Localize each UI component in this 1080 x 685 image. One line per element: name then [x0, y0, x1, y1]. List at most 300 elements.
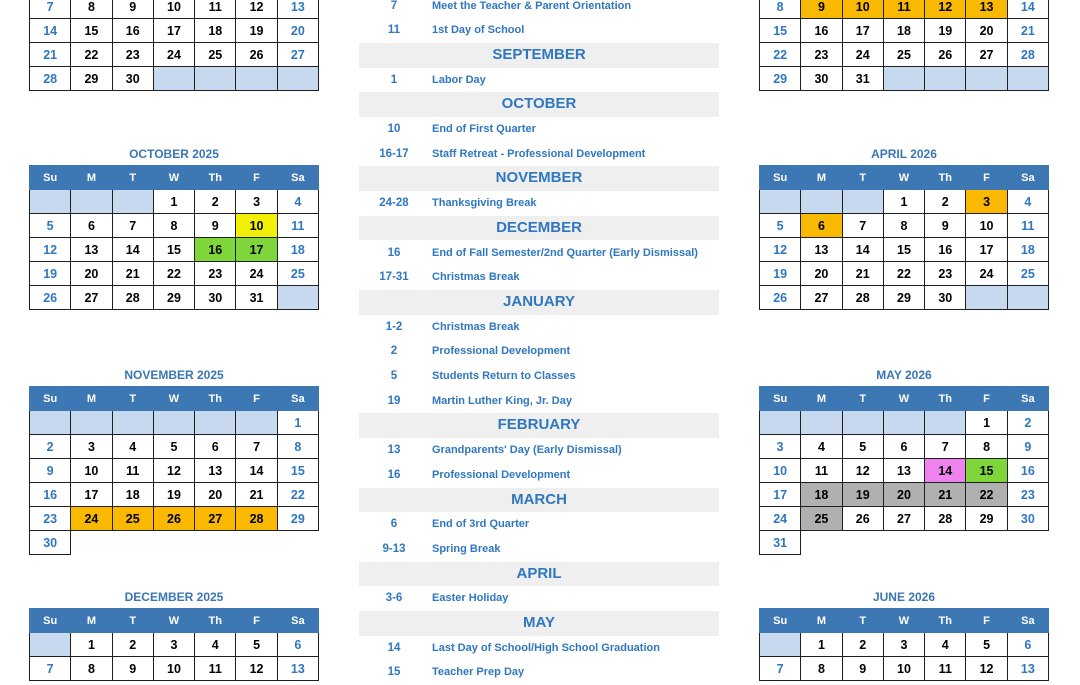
calendar-week-row: [30, 435, 319, 459]
empty-space: [195, 531, 236, 555]
weekday-header: F: [966, 387, 1007, 411]
weekday-header: Th: [195, 609, 236, 633]
calendar-day-cell: 17: [236, 238, 277, 262]
weekday-header: W: [883, 387, 924, 411]
calendar-day-cell: 8: [760, 0, 801, 19]
calendar-blank-cell: [842, 190, 883, 214]
calendar-day-cell: 28: [1007, 43, 1048, 67]
calendar-day-cell: 17: [71, 483, 112, 507]
event-date: 24-28: [379, 197, 409, 210]
calendar-day-cell: 15: [966, 459, 1007, 483]
calendar-month-title: MAY 2026: [876, 368, 932, 382]
calendar-day-cell: 11: [883, 0, 924, 19]
calendar-week-row: [760, 507, 1049, 531]
calendar-day-cell: 10: [153, 657, 194, 681]
calendar-week-row: [760, 43, 1049, 67]
calendar-day-cell: 9: [112, 657, 153, 681]
calendar-day-cell: 22: [883, 262, 924, 286]
calendar-day-cell: 23: [30, 507, 71, 531]
calendar-blank-cell: [71, 190, 112, 214]
weekday-header: T: [112, 609, 153, 633]
calendar-blank-cell: [30, 411, 71, 435]
calendar-blank-cell: [112, 190, 153, 214]
calendar-blank-cell: [195, 67, 236, 91]
calendar-day-cell: 15: [153, 238, 194, 262]
calendar-day-cell: 16: [195, 238, 236, 262]
calendar-day-cell: 30: [1007, 507, 1048, 531]
weekday-header: T: [842, 387, 883, 411]
calendar-day-cell: 2: [195, 190, 236, 214]
calendar-day-cell: 17: [966, 238, 1007, 262]
event-row: [359, 241, 719, 266]
calendar-day-cell: 31: [236, 286, 277, 310]
empty-space: [883, 531, 924, 555]
calendar-day-cell: 6: [277, 633, 318, 657]
event-row: [359, 586, 719, 611]
event-row: [359, 660, 719, 685]
weekday-header: Su: [760, 387, 801, 411]
calendar-day-cell: 5: [236, 633, 277, 657]
calendar-day-cell: 7: [236, 435, 277, 459]
calendar-day-cell: 2: [30, 435, 71, 459]
calendar-blank-cell: [966, 286, 1007, 310]
calendar-grid: [759, 608, 1049, 681]
weekday-header: M: [801, 166, 842, 190]
calendar-day-cell: 4: [112, 435, 153, 459]
calendar-blank-cell: [277, 286, 318, 310]
empty-space: [1007, 531, 1048, 555]
event-date: 16: [387, 468, 401, 481]
calendar-day-cell: 28: [236, 507, 277, 531]
calendar-day-cell: 10: [883, 657, 924, 681]
calendar-day-cell: 31: [760, 531, 801, 555]
event-description: Christmas Break: [432, 320, 520, 333]
event-row: [359, 117, 719, 142]
calendar-blank-cell: [236, 67, 277, 91]
weekday-header-row: [760, 609, 1049, 633]
calendar-day-cell: 17: [760, 483, 801, 507]
calendar-day-cell: 6: [883, 435, 924, 459]
event-row: [359, 636, 719, 661]
event-date: 1-2: [385, 320, 403, 333]
event-row: [359, 142, 719, 167]
event-description: Christmas Break: [432, 271, 520, 284]
calendar-day-cell: 9: [801, 0, 842, 19]
calendar-grid: [759, 0, 1049, 91]
calendar-day-cell: 27: [966, 43, 1007, 67]
event-date: 1: [390, 73, 398, 86]
event-date: 19: [387, 394, 401, 407]
calendar-day-cell: 13: [195, 459, 236, 483]
event-description: End of 3rd Quarter: [432, 518, 530, 531]
calendar-day-cell: 29: [71, 67, 112, 91]
calendar-day-cell: 16: [112, 19, 153, 43]
event-description: Spring Break: [432, 542, 501, 555]
empty-space: [925, 531, 966, 555]
calendar-day-cell: 6: [801, 214, 842, 238]
calendar-day-cell: 10: [760, 459, 801, 483]
calendar-day-cell: 8: [153, 214, 194, 238]
calendar-day-cell: 30: [30, 531, 71, 555]
calendar-day-cell: 8: [71, 657, 112, 681]
calendar-day-cell: 1: [153, 190, 194, 214]
calendar-day-cell: 18: [801, 483, 842, 507]
calendar-week-row: [30, 531, 319, 555]
calendar-blank-cell: [195, 411, 236, 435]
calendar-day-cell: 17: [153, 19, 194, 43]
calendar-day-cell: 12: [760, 238, 801, 262]
calendar-day-cell: 26: [30, 286, 71, 310]
calendar-week-row: [760, 483, 1049, 507]
calendar-blank-cell: [236, 411, 277, 435]
calendar-day-cell: 9: [112, 0, 153, 19]
calendar-day-cell: 21: [925, 483, 966, 507]
calendar-day-cell: 19: [236, 19, 277, 43]
event-row: [359, 18, 719, 43]
calendar-day-cell: 7: [842, 214, 883, 238]
calendar-day-cell: 12: [236, 657, 277, 681]
calendar-day-cell: 14: [236, 459, 277, 483]
weekday-header: Sa: [1007, 609, 1048, 633]
calendar-day-cell: 18: [195, 19, 236, 43]
calendar-week-row: [760, 19, 1049, 43]
calendar-day-cell: 11: [925, 657, 966, 681]
weekday-header: T: [112, 166, 153, 190]
calendar-day-cell: 10: [842, 0, 883, 19]
empty-space: [842, 531, 883, 555]
calendar-blank-cell: [30, 633, 71, 657]
event-date: 7: [390, 0, 398, 12]
calendar-day-cell: 9: [30, 459, 71, 483]
calendar-week-row: [30, 411, 319, 435]
weekday-header-row: [30, 387, 319, 411]
calendar-week-row: [30, 19, 319, 43]
calendar-day-cell: 19: [760, 262, 801, 286]
calendar-week-row: [760, 262, 1049, 286]
calendar-day-cell: 19: [925, 19, 966, 43]
calendar-day-cell: 26: [760, 286, 801, 310]
calendar-blank-cell: [883, 411, 924, 435]
event-date: 11: [387, 24, 401, 37]
calendar-day-cell: 27: [277, 43, 318, 67]
calendar-day-cell: 31: [842, 67, 883, 91]
weekday-header: Su: [30, 166, 71, 190]
calendar-week-row: [30, 633, 319, 657]
weekday-header: T: [112, 387, 153, 411]
weekday-header: Th: [195, 387, 236, 411]
calendar-day-cell: 29: [966, 507, 1007, 531]
calendar-day-cell: 23: [801, 43, 842, 67]
calendar-week-row: [30, 0, 319, 19]
calendar-month-title: NOVEMBER 2025: [124, 368, 224, 382]
calendar-day-cell: 26: [925, 43, 966, 67]
calendar-day-cell: 14: [925, 459, 966, 483]
calendar-blank-cell: [966, 67, 1007, 91]
weekday-header: Th: [195, 166, 236, 190]
event-month-heading: MAY: [359, 611, 719, 636]
calendar-day-cell: 26: [842, 507, 883, 531]
calendar-day-cell: 8: [277, 435, 318, 459]
event-description: Students Return to Classes: [432, 370, 576, 382]
event-description: Professional Development: [432, 345, 571, 358]
calendar-day-cell: 18: [883, 19, 924, 43]
calendar-blank-cell: [883, 67, 924, 91]
calendar-day-cell: 1: [966, 411, 1007, 435]
calendar-day-cell: 6: [195, 435, 236, 459]
calendar-day-cell: 25: [883, 43, 924, 67]
event-row: [359, 463, 719, 488]
calendar-day-cell: 19: [30, 262, 71, 286]
calendar-day-cell: 25: [112, 507, 153, 531]
calendar-day-cell: 3: [71, 435, 112, 459]
calendar-blank-cell: [760, 190, 801, 214]
weekday-header: Th: [925, 387, 966, 411]
calendar-day-cell: 8: [71, 0, 112, 19]
calendar-day-cell: 7: [30, 0, 71, 19]
calendar-day-cell: 28: [30, 67, 71, 91]
calendar-day-cell: 10: [966, 214, 1007, 238]
calendar-grid: [759, 386, 1049, 555]
calendar-day-cell: 5: [966, 633, 1007, 657]
calendar-day-cell: 21: [112, 262, 153, 286]
calendar-day-cell: 4: [1007, 190, 1048, 214]
weekday-header-row: [30, 609, 319, 633]
empty-space: [801, 531, 842, 555]
calendar-day-cell: 7: [30, 657, 71, 681]
calendar-day-cell: 12: [236, 0, 277, 19]
empty-space: [112, 531, 153, 555]
event-date: 10: [387, 123, 401, 135]
event-month-heading: FEBRUARY: [359, 413, 719, 438]
calendar-day-cell: 11: [277, 214, 318, 238]
weekday-header: Su: [760, 166, 801, 190]
calendar-day-cell: 8: [966, 435, 1007, 459]
event-month-heading: NOVEMBER: [359, 166, 719, 191]
calendar-day-cell: 16: [30, 483, 71, 507]
event-row: [359, 0, 719, 18]
calendar-week-row: [760, 190, 1049, 214]
weekday-header: Th: [925, 166, 966, 190]
weekday-header: F: [236, 609, 277, 633]
calendar-day-cell: 15: [760, 19, 801, 43]
calendar-day-cell: 20: [801, 262, 842, 286]
weekday-header: Su: [30, 609, 71, 633]
event-description: Thanksgiving Break: [432, 197, 537, 210]
calendar-day-cell: 12: [30, 238, 71, 262]
event-description: End of Fall Semester/2nd Quarter (Early Dismissal): [432, 246, 698, 259]
event-description: Staff Retreat - Professional Development: [432, 147, 646, 160]
calendar-grid: [29, 608, 319, 681]
calendar-day-cell: 5: [760, 214, 801, 238]
calendar-day-cell: 15: [883, 238, 924, 262]
calendar-week-row: [30, 286, 319, 310]
event-month-heading: OCTOBER: [359, 92, 719, 117]
calendar-day-cell: 5: [30, 214, 71, 238]
calendar-day-cell: 27: [801, 286, 842, 310]
weekday-header: Th: [925, 609, 966, 633]
calendar-day-cell: 14: [30, 19, 71, 43]
calendar-day-cell: 23: [1007, 483, 1048, 507]
event-description: Grandparents' Day (Early Dismissal): [432, 444, 622, 457]
calendar-day-cell: 10: [153, 0, 194, 19]
event-month-heading: JANUARY: [359, 290, 719, 315]
calendar-day-cell: 18: [112, 483, 153, 507]
calendar-day-cell: 9: [842, 657, 883, 681]
event-row: [359, 537, 719, 562]
calendar-day-cell: 20: [883, 483, 924, 507]
calendar-week-row: [760, 238, 1049, 262]
calendar-blank-cell: [30, 190, 71, 214]
calendar-day-cell: 22: [277, 483, 318, 507]
calendar-day-cell: 25: [277, 262, 318, 286]
calendar-blank-cell: [71, 411, 112, 435]
event-description: Teacher Prep Day: [432, 666, 525, 679]
weekday-header: W: [153, 609, 194, 633]
calendar-day-cell: 23: [195, 262, 236, 286]
weekday-header-row: [760, 387, 1049, 411]
calendar-day-cell: 7: [925, 435, 966, 459]
calendar-day-cell: 20: [966, 19, 1007, 43]
event-description: Martin Luther King, Jr. Day: [432, 394, 572, 407]
weekday-header: Sa: [277, 387, 318, 411]
calendar-day-cell: 18: [277, 238, 318, 262]
event-date: 13: [387, 444, 401, 457]
calendar-day-cell: 13: [277, 0, 318, 19]
calendar-day-cell: 16: [801, 19, 842, 43]
calendar-blank-cell: [801, 411, 842, 435]
calendar-day-cell: 22: [760, 43, 801, 67]
calendar-day-cell: 19: [842, 483, 883, 507]
calendar-day-cell: 9: [1007, 435, 1048, 459]
weekday-header-row: [760, 166, 1049, 190]
calendar-day-cell: 30: [195, 286, 236, 310]
calendar-day-cell: 5: [842, 435, 883, 459]
calendar-day-cell: 3: [236, 190, 277, 214]
weekday-header: W: [883, 609, 924, 633]
empty-space: [236, 531, 277, 555]
calendar-week-row: [30, 507, 319, 531]
event-row: [359, 68, 719, 93]
calendar-blank-cell: [112, 411, 153, 435]
calendar-day-cell: 27: [195, 507, 236, 531]
calendar-day-cell: 3: [153, 633, 194, 657]
calendar-day-cell: 29: [153, 286, 194, 310]
calendar-grid: [759, 165, 1049, 310]
calendar-week-row: [30, 214, 319, 238]
calendar-day-cell: 24: [153, 43, 194, 67]
calendar-day-cell: 6: [1007, 633, 1048, 657]
calendar-day-cell: 4: [195, 633, 236, 657]
calendar-blank-cell: [801, 190, 842, 214]
empty-space: [966, 531, 1007, 555]
event-description: Last Day of School/High School Graduation: [432, 641, 660, 654]
calendar-day-cell: 21: [842, 262, 883, 286]
calendar-week-row: [30, 483, 319, 507]
weekday-header: Sa: [1007, 166, 1048, 190]
weekday-header: Sa: [277, 609, 318, 633]
event-date: 16-17: [379, 147, 409, 160]
event-date: 5: [390, 370, 398, 382]
calendar-day-cell: 24: [842, 43, 883, 67]
calendar-day-cell: 12: [842, 459, 883, 483]
calendar-day-cell: 11: [195, 0, 236, 19]
calendar-day-cell: 11: [195, 657, 236, 681]
event-description: Professional Development: [432, 468, 571, 481]
event-month-heading: SEPTEMBER: [359, 43, 719, 68]
calendar-day-cell: 30: [925, 286, 966, 310]
calendar-blank-cell: [277, 67, 318, 91]
calendar-day-cell: 2: [1007, 411, 1048, 435]
calendar-day-cell: 22: [71, 43, 112, 67]
calendar-day-cell: 21: [30, 43, 71, 67]
calendar-day-cell: 5: [153, 435, 194, 459]
weekday-header: Sa: [277, 166, 318, 190]
calendar-day-cell: 10: [236, 214, 277, 238]
calendar-day-cell: 29: [760, 67, 801, 91]
calendar-day-cell: 11: [801, 459, 842, 483]
calendar-day-cell: 13: [1007, 657, 1048, 681]
calendar-day-cell: 3: [883, 633, 924, 657]
event-description: 1st Day of School: [432, 24, 525, 37]
calendar-week-row: [760, 657, 1049, 681]
calendar-week-row: [760, 459, 1049, 483]
calendar-day-cell: 13: [966, 0, 1007, 19]
event-row: [359, 339, 719, 364]
calendar-day-cell: 12: [153, 459, 194, 483]
calendar-day-cell: 4: [801, 435, 842, 459]
calendar-day-cell: 2: [925, 190, 966, 214]
calendar-day-cell: 13: [883, 459, 924, 483]
calendar-day-cell: 15: [71, 19, 112, 43]
calendar-day-cell: 11: [1007, 214, 1048, 238]
calendar-day-cell: 14: [842, 238, 883, 262]
calendar-day-cell: 27: [71, 286, 112, 310]
calendar-day-cell: 24: [760, 507, 801, 531]
calendar-day-cell: 14: [1007, 0, 1048, 19]
calendar-blank-cell: [153, 411, 194, 435]
calendar-day-cell: 16: [1007, 459, 1048, 483]
weekday-header: M: [801, 609, 842, 633]
calendar-week-row: [30, 67, 319, 91]
event-description: Labor Day: [432, 73, 486, 86]
calendar-day-cell: 20: [195, 483, 236, 507]
event-row: [359, 265, 719, 290]
event-date: 2: [390, 345, 398, 358]
calendar-day-cell: 29: [883, 286, 924, 310]
event-row: [359, 438, 719, 463]
calendar-day-cell: 14: [112, 238, 153, 262]
calendar-day-cell: 7: [760, 657, 801, 681]
event-row: [359, 512, 719, 537]
calendar-day-cell: 8: [801, 657, 842, 681]
event-description: Meet the Teacher & Parent Orientation: [432, 0, 632, 12]
calendar-week-row: [30, 43, 319, 67]
calendar-day-cell: 4: [925, 633, 966, 657]
weekday-header: Su: [760, 609, 801, 633]
empty-space: [71, 531, 112, 555]
weekday-header: Su: [30, 387, 71, 411]
calendar-month-title: OCTOBER 2025: [129, 147, 219, 161]
calendar-blank-cell: [760, 633, 801, 657]
event-date: 17-31: [379, 271, 409, 284]
calendar-grid: [29, 0, 319, 91]
calendar-day-cell: 30: [801, 67, 842, 91]
calendar-day-cell: 15: [277, 459, 318, 483]
weekday-header: M: [71, 166, 112, 190]
calendar-blank-cell: [842, 411, 883, 435]
calendar-day-cell: 8: [883, 214, 924, 238]
weekday-header: Sa: [1007, 387, 1048, 411]
